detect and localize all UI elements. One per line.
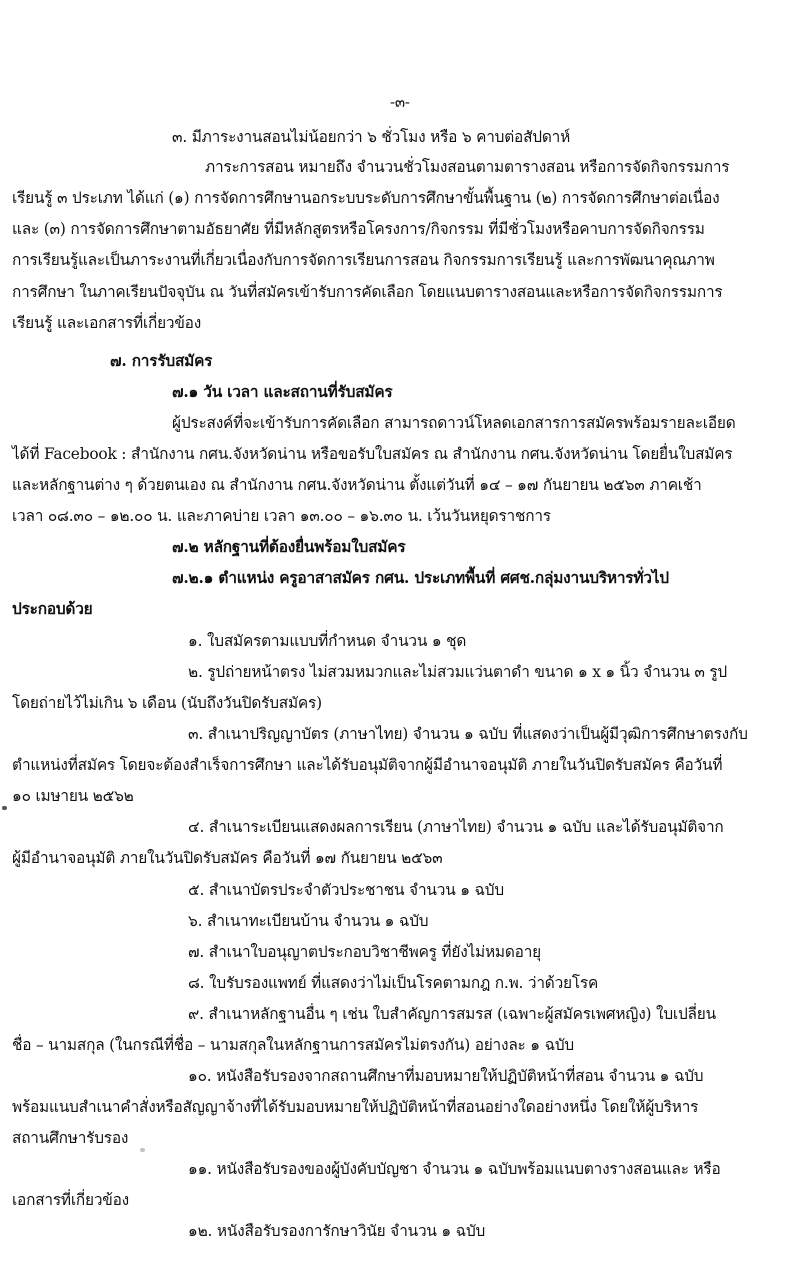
list-item: ๑. ใบสมัครตามแบบที่กำหนด จำนวน ๑ ชุด [188,632,467,650]
list-item-continuation: พร้อมแนบสำเนาคำสั่งหรือสัญญาจ้างที่ได้รับมอบหมายให้ปฏิบัติหน้าที่สอนอย่างใดอย่างหนึ่ง โดยให้ผู้บริหาร [12,1098,699,1116]
s71-line-4: เวลา ๐๘.๓๐ – ๑๒.๐๐ น. และภาคบ่าย เวลา ๑๓.๐๐ – ๑๖.๓๐ น. เว้นวันหยุดราชการ [12,507,551,525]
definition-line-1: ภาระการสอน หมายถึง จำนวนชั่วโมงสอนตามตารางสอน หรือการจัดกิจกรรมการ [205,158,730,176]
list-item-continuation: ๑๐ เมษายน ๒๕๖๒ [12,787,134,805]
definition-line-5: การศึกษา ในภาคเรียนปัจจุบัน ณ วันที่สมัครเข้ารับการคัดเลือก โดยแนบตารางสอนและหรือการจัดกิจกรรมการ [12,283,723,301]
definition-line-3: และ (๓) การจัดการศึกษาตามอัธยาศัย ที่มีหลักสูตรหรือโครงการ/กิจกรรม ที่มีชั่วโมงหรือคาบการจัดกิจกรรม [12,220,705,238]
s71-line-2: ได้ที่ Facebook : สำนักงาน กศน.จังหวัดน่าน หรือขอรับใบสมัคร ณ สำนักงาน กศน.จังหวัดน่าน โดยยื่นใบสมัคร [12,445,733,463]
section-7-2-1-subheading: ๗.๒.๑ ตำแหน่ง ครูอาสาสมัคร กศน. ประเภทพื้นที่ ศศช.กลุ่มงานบริหารทั่วไป [172,569,669,587]
list-item: ๑๑. หนังสือรับรองของผู้บังคับบัญชา จำนวน ๑ ฉบับพร้อมแนบตางรางสอนและ หรือ [188,1160,721,1178]
s71-line-1: ผู้ประสงค์ที่จะเข้ารับการคัดเลือก สามารถดาวน์โหลดเอกสารการสมัครพร้อมรายละเอียด [172,414,736,432]
list-item: ๑๐. หนังสือรับรองจากสถานศึกษาที่มอบหมายให้ปฏิบัติหน้าที่สอน จำนวน ๑ ฉบับ [188,1067,704,1085]
consists-of-label: ประกอบด้วย [12,600,93,618]
list-item-continuation: สถานศึกษารับรอง [12,1129,129,1147]
page-number: -๓- [390,93,410,111]
section-7-1-heading: ๗.๑ วัน เวลา และสถานที่รับสมัคร [172,383,393,401]
list-item-continuation: ตำแหน่งที่สมัคร โดยจะต้องสำเร็จการศึกษา และได้รับอนุมัติจากผู้มีอำนาจอนุมัติ ภายในวันปิดรับสมัคร คือวันที่ [12,756,723,774]
list-item-continuation: ผู้มีอำนาจอนุมัติ ภายในวันปิดรับสมัคร คือวันที่ ๑๗ กันยายน ๒๕๖๓ [12,849,443,867]
list-item: ๖. สำเนาทะเบียนบ้าน จำนวน ๑ ฉบับ [188,912,429,930]
list-item-continuation: เอกสารที่เกี่ยวข้อง [12,1191,129,1209]
list-item-continuation: โดยถ่ายไว้ไม่เกิน ๖ เดือน (นับถึงวันปิดรับสมัคร) [12,694,322,712]
list-item-continuation: ชื่อ – นามสกุล (ในกรณีที่ชื่อ – นามสกุลในหลักฐานการสมัครไม่ตรงกัน) อย่างละ ๑ ฉบับ [12,1036,574,1054]
list-item: ๔. สำเนาระเบียนแสดงผลการเรียน (ภาษาไทย) จำนวน ๑ ฉบับ และได้รับอนุมัติจาก [188,818,724,836]
section-7-heading: ๗. การรับสมัคร [110,352,213,370]
item-3-line: ๓. มีภาระงานสอนไม่น้อยกว่า ๖ ชั่วโมง หรือ ๖ คาบต่อสัปดาห์ [172,128,571,146]
list-item: ๓. สำเนาปริญญาบัตร (ภาษาไทย) จำนวน ๑ ฉบับ ที่แสดงว่าเป็นผู้มีวุฒิการศึกษาตรงกับ [188,725,748,743]
definition-line-4: การเรียนรู้และเป็นภาระงานที่เกี่ยวเนื่องกับการจัดการเรียนการสอน กิจกรรมการเรียนรู้ และการพัฒนาคุณภาพ [12,251,715,269]
list-item: ๕. สำเนาบัตรประจำตัวประชาชน จำนวน ๑ ฉบับ [188,881,504,899]
list-item: ๑๒. หนังสือรับรองการักษาวินัย จำนวน ๑ ฉบับ [188,1222,486,1240]
s71-line-3: และหลักฐานต่าง ๆ ด้วยตนเอง ณ สำนักงาน กศน.จังหวัดน่าน ตั้งแต่วันที่ ๑๔ – ๑๗ กันยายน ๒๕๖๓ ภาคเช้า [12,476,702,494]
list-item: ๙. สำเนาหลักฐานอื่น ๆ เช่น ใบสำคัญการสมรส (เฉพาะผู้สมัครเพศหญิง) ใบเปลี่ยน [188,1005,716,1023]
definition-line-2: เรียนรู้ ๓ ประเภท ได้แก่ (๑) การจัดการศึกษานอกระบบระดับการศึกษาขั้นพื้นฐาน (๒) การจัดการศึกษาต่อเนื่อง [12,189,720,207]
list-item: ๗. สำเนาใบอนุญาตประกอบวิชาชีพครู ที่ยังไม่หมดอายุ [188,943,541,961]
scan-speck [140,1148,145,1152]
section-7-2-heading: ๗.๒ หลักฐานที่ต้องยื่นพร้อมใบสมัคร [172,538,406,556]
list-item: ๘. ใบรับรองแพทย์ ที่แสดงว่าไม่เป็นโรคตามกฎ ก.พ. ว่าด้วยโรค [188,974,599,992]
list-item: ๒. รูปถ่ายหน้าตรง ไม่สวมหมวกและไม่สวมแว่นตาดำ ขนาด ๑ x ๑ นิ้ว จำนวน ๓ รูป [188,663,727,681]
scan-speck [2,806,7,810]
definition-line-6: เรียนรู้ และเอกสารที่เกี่ยวข้อง [12,314,202,332]
